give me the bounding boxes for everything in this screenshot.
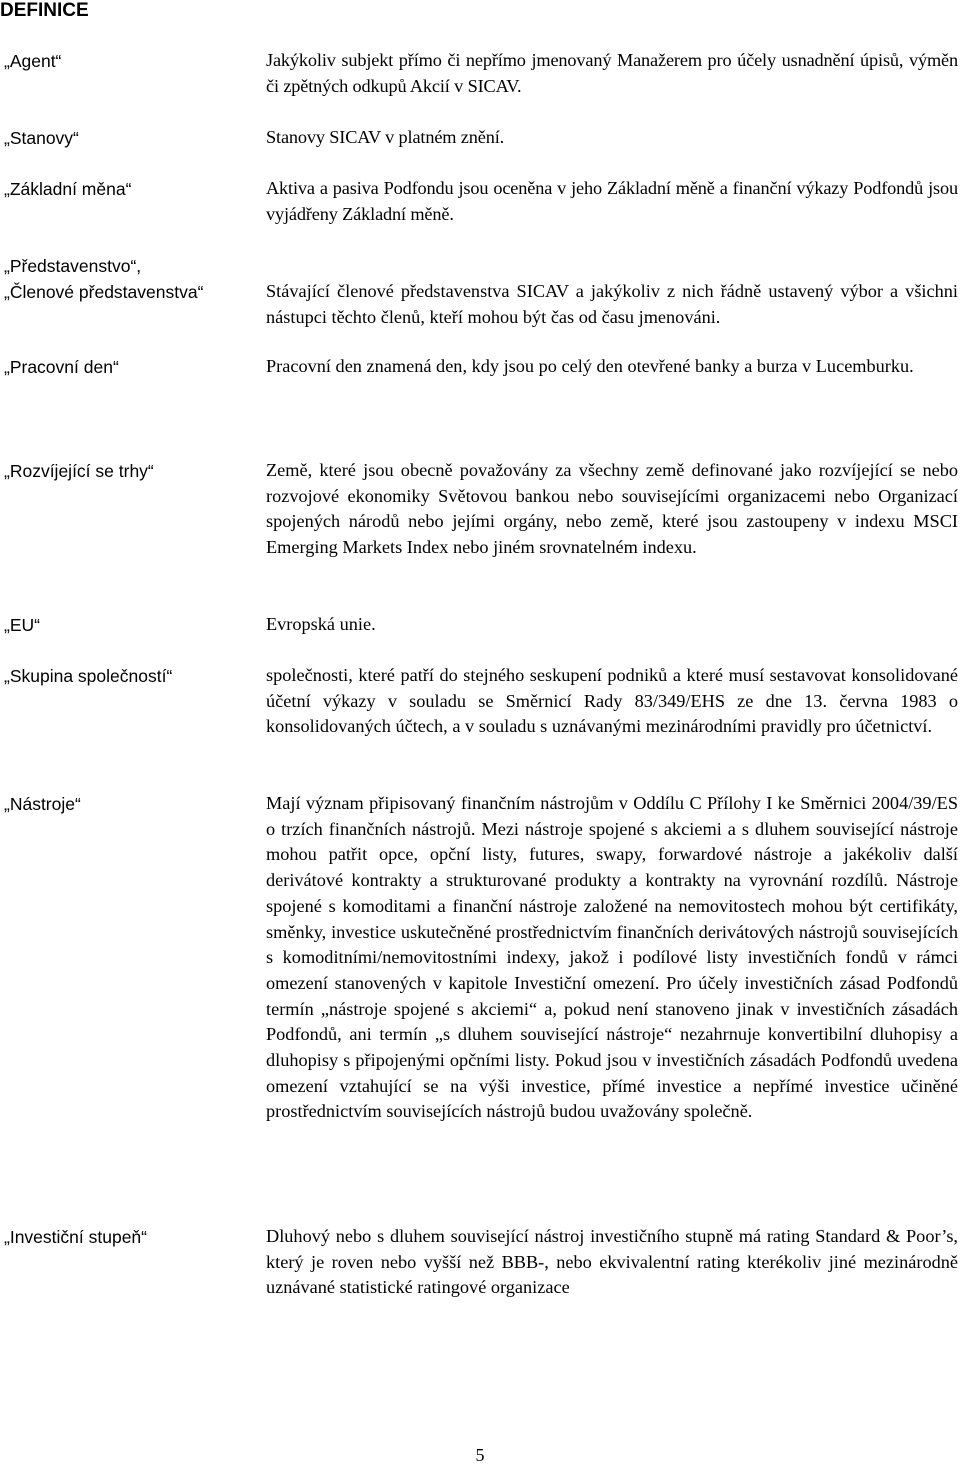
definition-rozvijejici-se-trhy: Země, které jsou obecně považovány za všechny země definované jako rozvíjející se nebo rozvojové ekonomiky Světovou bankou nebo souvisejícími organizacemi nebo Organizací spojených národů nebo jejími orgány, nebo země, které jsou zastoupeny v indexu MSCI Emerging Markets Index nebo jiném srovnatelném indexu. xyxy=(266,460,958,558)
term-rozvijejici-se-trhy: „Rozvíjející se trhy“ xyxy=(4,461,154,481)
definition-zakladni-mena: Aktiva a pasiva Podfondu jsou oceněna v jeho Základní měně a finanční výkazy Podfondů jsou vyjádřeny Základní měně. xyxy=(266,178,958,224)
definition-investicni-stupen: Dluhový nebo s dluhem související nástroj investičního stupně má rating Standard & Poor’s, který je roven nebo vyšší než BBB-, nebo ekvivalentní rating kterékoliv jiné mezinárodně uznávané statistické ratingové organizace xyxy=(266,1226,958,1298)
definition-agent: Jakýkoliv subjekt přímo či nepřímo jmenovaný Manažerem pro účely usnadnění úpisů, výměn či zpětných odkupů Akcií v SICAV. xyxy=(266,50,958,96)
term-nastroje: „Nástroje“ xyxy=(4,794,81,814)
term-predstavenstvo: „Představenstvo“, xyxy=(4,256,142,276)
page-heading: DEFINICE xyxy=(0,0,89,21)
term-eu: „EU“ xyxy=(4,615,40,635)
term-stanovy: „Stanovy“ xyxy=(4,128,79,148)
definition-skupina-spolecnosti: společnosti, které patří do stejného seskupení podniků a které musí sestavovat konsolidované účetní výkazy v souladu se Směrnicí Rady 83/349/EHS ze dne 13. června 1983 o konsolidovaných účtech, a v souladu s uznávanými mezinárodními pravidly pro účetnictví. xyxy=(266,665,958,737)
definition-predstavenstvo: Stávající členové představenstva SICAV a jakýkoliv z nich řádně ustavený výbor a všichni nástupci těchto členů, kteří mohou být čas od času jmenováni. xyxy=(266,281,958,327)
term-clenove-predstavenstva: „Členové představenstva“ xyxy=(4,282,204,302)
term-agent: „Agent“ xyxy=(4,51,62,71)
definition-stanovy: Stanovy SICAV v platném znění. xyxy=(266,127,505,147)
page-number: 5 xyxy=(475,1445,485,1465)
definition-pracovni-den: Pracovní den znamená den, kdy jsou po celý den otevřené banky a burza v Lucemburku. xyxy=(266,356,914,376)
term-investicni-stupen: „Investiční stupeň“ xyxy=(4,1227,147,1247)
definition-nastroje: Mají význam připisovaný finančním nástrojům v Oddílu C Přílohy I ke Směrnici 2004/39/ES o trzích finančních nástrojů. Mezi nástroje spojené s akciemi a s dluhem související nástroje mohou patřit opce, opční listy, futures, swapy, forwardové nástroje a jakékoliv další derivátové kontrakty a strukturované produkty a kontrakty na vyrovnání rozdílů. Nástroje spojené s komoditami a finanční nástroje založené na nemovitostech mohou být certifikáty, směnky, investice uskutečněné prostřednictvím finančních derivátových nástrojů souvisejících s komoditními/nemovitostními indexy, jakož i podílové listy investičních fondů v rámci omezení stanovených v kapitole Investiční omezení. Pro účely investičních zásad Podfondů termín „nástroje spojené s akciemi“ a, pokud není stanoveno jinak v investičních zásadách Podfondů, ani termín „s dluhem související nástroje“ nezahrnuje konvertibilní dluhopisy a dluhopisy s připojenými opčními listy. Pokud jsou v investičních zásadách Podfondů uvedena omezení vztahující se na výši investice, přímé investice a nepřímé investice učiněné prostřednictvím souvisejících nástrojů budou uvažovány společně. xyxy=(266,793,958,1122)
term-skupina-spolecnosti: „Skupina společností“ xyxy=(4,666,173,686)
term-zakladni-mena: „Základní měna“ xyxy=(4,179,132,199)
definition-eu: Evropská unie. xyxy=(266,614,376,634)
term-pracovni-den: „Pracovní den“ xyxy=(4,357,119,377)
